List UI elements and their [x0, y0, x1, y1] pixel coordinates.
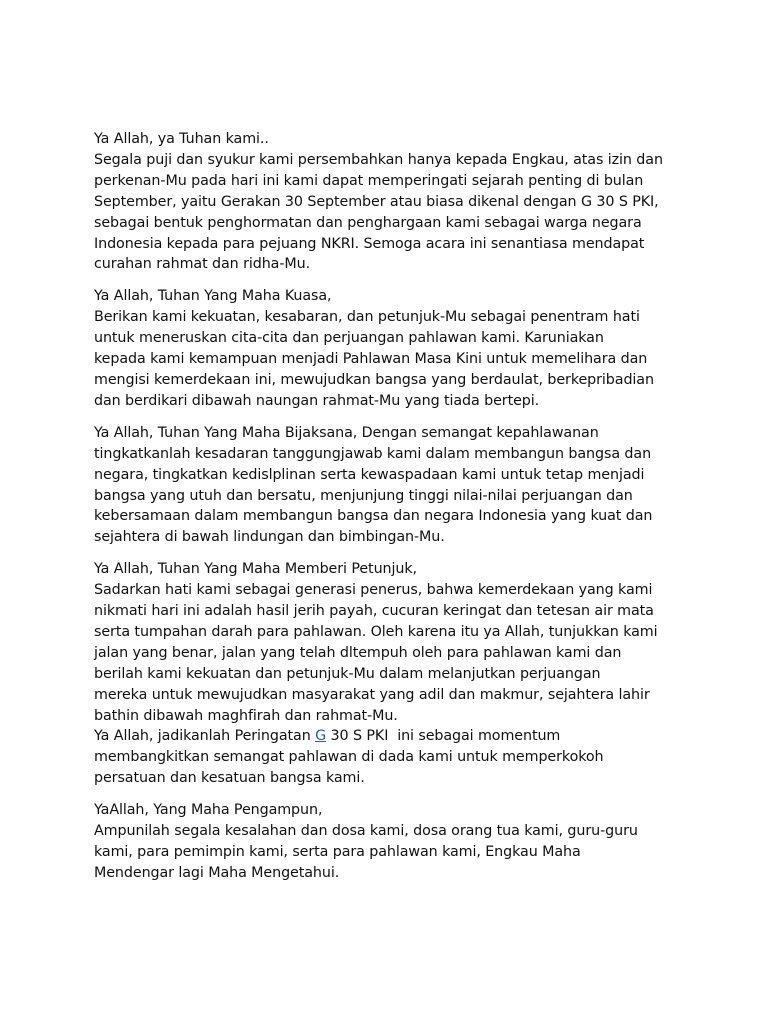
text-segment: 30 S PKI ini sebagai momentum [326, 728, 561, 745]
text-line: tingkatkanlah kesadaran tanggungjawab kami dalam membangun bangsa dan [94, 445, 652, 462]
text-line: sebagai bentuk penghormatan dan penghargaan kami sebagai warga negara [94, 214, 642, 231]
text-line: Mendengar lagi Maha Mengetahui. [94, 864, 340, 881]
paragraph-maha-bijaksana [94, 423, 714, 548]
text-segment: Ya Allah, jadikanlah Peringatan [94, 728, 316, 745]
text-line: persatuan dan kesatuan bangsa kami. [94, 770, 365, 787]
document-page [94, 129, 714, 895]
text-line: Indonesia kepada para pejuang NKRI. Semoga acara ini senantiasa mendapat [94, 235, 645, 252]
text-line: perkenan-Mu pada hari ini kami dapat memperingati sejarah penting di bulan [94, 172, 644, 189]
text-line: September, yaitu Gerakan 30 September atau biasa dikenal dengan G 30 S PKI, [94, 193, 659, 210]
text-line: Segala puji dan syukur kami persembahkan hanya kepada Engkau, atas izin dan [94, 151, 663, 168]
text-line: mengisi kemerdekaan ini, mewujudkan bangsa yang berdaulat, berkepribadian [94, 371, 654, 388]
text-line: Sadarkan hati kami sebagai generasi penerus, bahwa kemerdekaan yang kami [94, 582, 653, 599]
g-link[interactable]: G [315, 728, 327, 745]
text-line: berilah kami kekuatan dan petunjuk-Mu dalam melanjutkan perjuangan [94, 665, 601, 682]
text-line: bangsa yang utuh dan bersatu, menjunjung tinggi nilai-nilai perjuangan dan [94, 487, 633, 504]
text-line: kebersamaan dalam membangun bangsa dan negara Indonesia yang kuat dan [94, 508, 653, 525]
paragraph-maha-kuasa [94, 286, 714, 411]
paragraph-memberi-petunjuk [94, 559, 714, 789]
text-line: kepada kami kemampuan menjadi Pahlawan Masa Kini untuk memelihara dan [94, 351, 648, 368]
text-line: Ya Allah, Tuhan Yang Maha Kuasa, [94, 288, 332, 305]
paragraph-opening [94, 129, 714, 275]
text-line: membangkitkan semangat pahlawan di dada kami untuk memperkokoh [94, 749, 604, 766]
text-line: Berikan kami kekuatan, kesabaran, dan petunjuk-Mu sebagai penentram hati [94, 309, 640, 326]
text-line: Ampunilah segala kesalahan dan dosa kami, dosa orang tua kami, guru-guru [94, 823, 638, 840]
text-line-with-link [94, 726, 714, 747]
text-line: serta tumpahan darah para pahlawan. Oleh karena itu ya Allah, tunjukkan kami [94, 623, 658, 640]
text-line: Ya Allah, Tuhan Yang Maha Memberi Petunjuk, [94, 561, 417, 578]
text-line: dan berdikari dibawah naungan rahmat-Mu yang tiada bertepi. [94, 392, 540, 409]
text-line: Ya Allah, ya Tuhan kami.. [94, 131, 269, 147]
text-line: bathin dibawah maghfirah dan rahmat-Mu. [94, 707, 398, 724]
text-line: negara, tingkatkan kedislplinan serta kewaspadaan kami untuk tetap menjadi [94, 466, 645, 483]
paragraph-maha-pengampun [94, 800, 714, 884]
text-line: kami, para pemimpin kami, serta para pahlawan kami, Engkau Maha [94, 844, 581, 860]
text-line: jalan yang benar, jalan yang telah dltempuh oleh para pahlawan kami dan [94, 644, 622, 661]
text-line: untuk meneruskan cita-cita dan perjuangan pahlawan kami. Karuniakan [94, 330, 604, 347]
text-line: sejahtera di bawah lindungan dan bimbingan-Mu. [94, 529, 445, 546]
text-line: YaAllah, Yang Maha Pengampun, [94, 802, 323, 819]
text-line: Ya Allah, Tuhan Yang Maha Bijaksana, Dengan semangat kepahlawanan [94, 424, 599, 441]
text-line: curahan rahmat dan ridha-Mu. [94, 256, 311, 273]
text-line: mereka untuk mewujudkan masyarakat yang adil dan makmur, sejahtera lahir [94, 686, 650, 703]
text-line: nikmati hari ini adalah hasil jerih payah, cucuran keringat dan tetesan air mata [94, 603, 654, 620]
